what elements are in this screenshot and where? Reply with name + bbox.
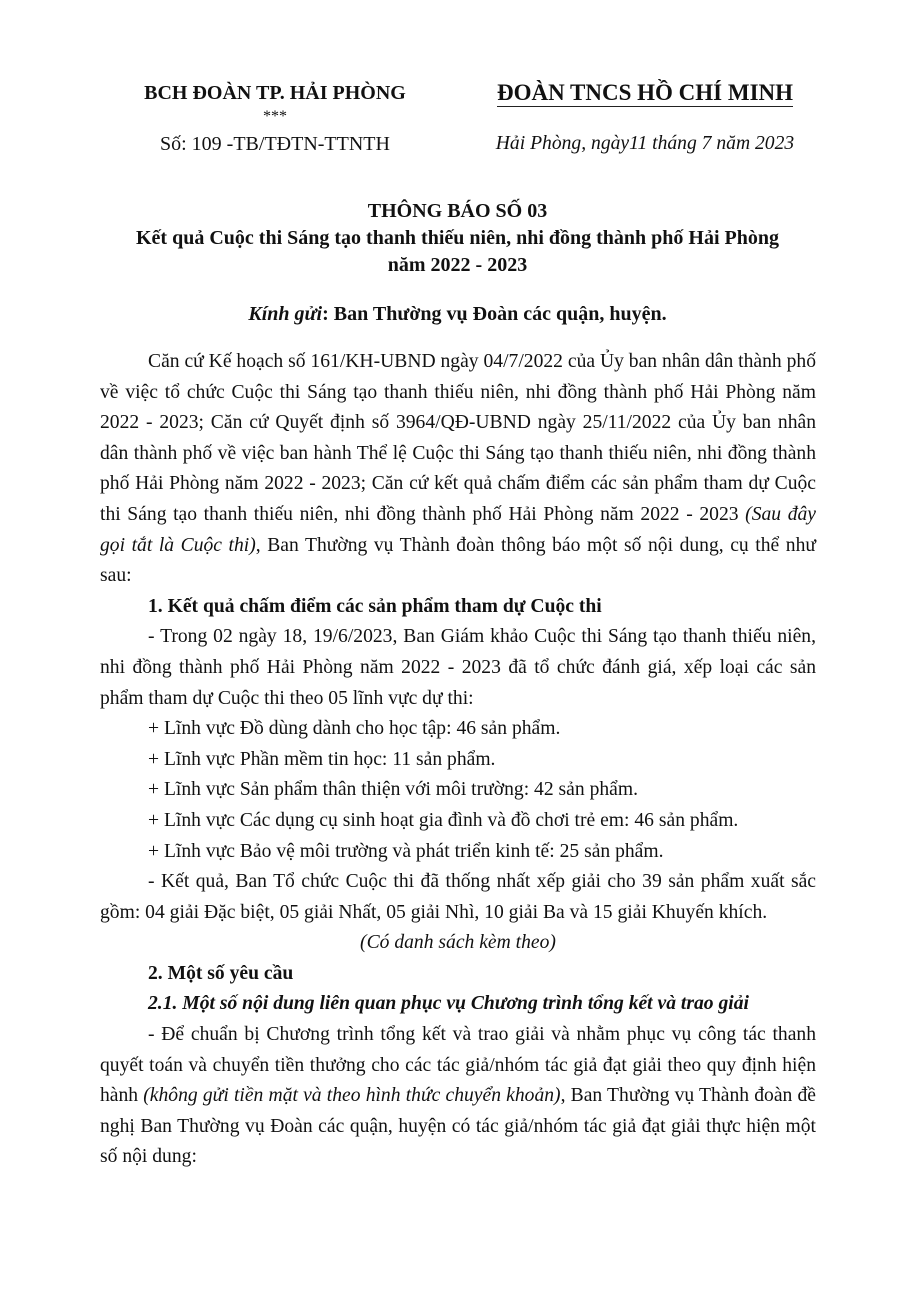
section-2-text: - Để chuẩn bị Chương trình tổng kết và trao giải và nhằm phục vụ công tác thanh quyết toán và chuyển tiền thưởng cho các tác giả/nhóm tác giả đạt giải theo quy định hiện hành	[100, 1024, 816, 1107]
field-item: + Lĩnh vực Bảo vệ môi trường và phát triển kinh tế: 25 sản phẩm.	[148, 840, 664, 862]
intro-text-end: , Ban Thường vụ Thành đoàn thông báo một số nội dung, cụ thể như sau:	[100, 534, 816, 587]
section-1-heading: 1. Kết quả chấm điểm các sản phẩm tham dự Cuộc thi	[148, 595, 602, 617]
place-date: Hải Phòng, ngày11 tháng 7 năm 2023	[495, 133, 795, 154]
section-2-text-end: , Ban Thường vụ Thành đoàn đề nghị Ban Thường vụ Đoàn các quận, huyện có tác giả/nhóm tác giả đạt giải thực hiện một số nội dung:	[100, 1085, 816, 1168]
document-number: Số: 109 -TB/TĐTN-TTNTH	[160, 133, 390, 155]
field-item: + Lĩnh vực Phần mềm tin học: 11 sản phẩm.	[148, 748, 496, 770]
field-item: + Lĩnh vực Các dụng cụ sinh hoạt gia đình và đồ chơi trẻ em: 46 sản phẩm.	[148, 809, 739, 831]
separator-stars: ***	[263, 108, 287, 125]
issuing-org-right-text: ĐOÀN TNCS HỒ CHÍ MINH	[496, 80, 794, 105]
title-main: THÔNG BÁO SỐ 03	[367, 200, 548, 222]
recipient-text: : Ban Thường vụ Đoàn các quận, huyện.	[322, 303, 667, 325]
section-2-1-heading: 2.1. Một số nội dung liên quan phục vụ Chương trình tổng kết và trao giải	[148, 993, 749, 1015]
document-body	[100, 347, 816, 1173]
title-subtitle-2: năm 2022 - 2023	[387, 254, 528, 276]
section-1-result: - Kết quả, Ban Tổ chức Cuộc thi đã thống nhất xếp giải cho 39 sản phẩm xuất sắc gồm: 04 giải Đặc biệt, 05 giải Nhất, 05 giải Nhì, 10 giải Ba và 15 giải Khuyến khích.	[100, 871, 816, 923]
field-item: + Lĩnh vực Đồ dùng dành cho học tập: 46 sản phẩm.	[148, 718, 561, 740]
document-title	[100, 198, 815, 279]
title-subtitle-1: Kết quả Cuộc thi Sáng tạo thanh thiếu niên, nhi đồng thành phố Hải Phòng	[136, 227, 779, 249]
issuing-org-right	[470, 80, 820, 106]
issuing-org-left: BCH ĐOÀN TP. HẢI PHÒNG	[144, 82, 406, 104]
field-item: + Lĩnh vực Sản phẩm thân thiện với môi trường: 42 sản phẩm.	[148, 779, 638, 801]
intro-paragraph	[100, 347, 816, 592]
intro-italic: (Sau đây gọi tắt là Cuộc thi)	[100, 503, 816, 556]
section-2-italic: (không gửi tiền mặt và theo hình thức chuyển khoản)	[143, 1085, 561, 1107]
attachment-note: (Có danh sách kèm theo)	[360, 932, 556, 954]
section-2-paragraph	[100, 1020, 816, 1173]
section-1-paragraph: - Trong 02 ngày 18, 19/6/2023, Ban Giám khảo Cuộc thi Sáng tạo thanh thiếu niên, nhi đồng thành phố Hải Phòng năm 2022 - 2023 đã tổ chức đánh giá, xếp loại các sản phẩm tham dự Cuộc thi theo 05 lĩnh vực dự thi:	[100, 626, 816, 709]
intro-text: Căn cứ Kế hoạch số 161/KH-UBND ngày 04/7/2022 của Ủy ban nhân dân thành phố về việc tổ chức Cuộc thi Sáng tạo thanh thiếu niên, nhi đồng thành phố Hải Phòng năm 2022 - 2023; Căn cứ Quyết định số 3964/QĐ-UBND ngày 25/11/2022 của Ủy ban nhân dân thành phố về việc ban hành Thể lệ Cuộc thi Sáng tạo thanh thiếu niên, nhi đồng thành phố Hải Phòng năm 2022 - 2023; Căn cứ kết quả chấm điểm các sản phẩm tham dự Cuộc thi Sáng tạo thanh thiếu niên, nhi đồng thành phố Hải Phòng năm 2022 - 2023	[100, 351, 816, 525]
recipient-line	[100, 303, 815, 326]
recipient-label: Kính gửi	[248, 303, 323, 325]
section-2-heading: 2. Một số yêu cầu	[148, 962, 294, 984]
